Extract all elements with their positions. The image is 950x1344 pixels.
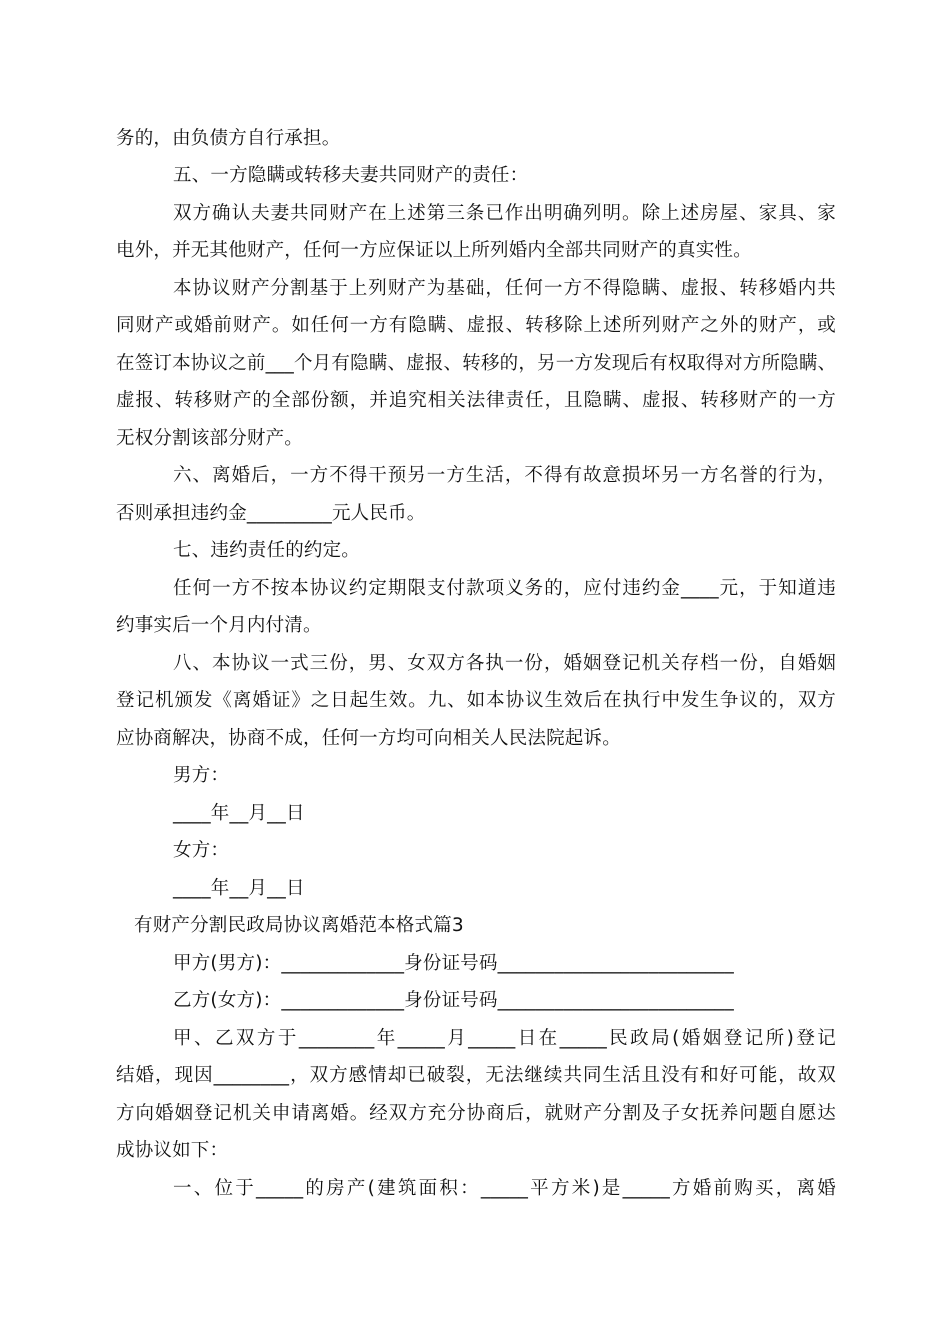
section-heading: 七、违约责任的约定。 — [173, 540, 361, 561]
text-line: 约事实后一个月内付清。 — [116, 615, 322, 636]
text-line: 结婚，现因________，双方感情却已破裂，无法继续共同生活且没有和好可能，故双 — [116, 1065, 836, 1086]
text-line: 任何一方不按本协议约定期限支付款项义务的，应付违约金____元，于知道违 — [173, 578, 836, 599]
text-line: 方向婚姻登记机关申请离婚。经双方充分协商后，就财产分割及子女抚养问题自愿达 — [116, 1103, 836, 1124]
text-line: 电外，并无其他财产，任何一方应保证以上所列婚内全部共同财产的真实性。 — [116, 240, 752, 261]
text-line: 务的，由负债方自行承担。 — [116, 128, 341, 149]
article-title: 有财产分割民政局协议离婚范本格式篇3 — [134, 915, 464, 936]
text-line: 本协议财产分割基于上列财产为基础，任何一方不得隐瞒、虚报、转移婚内共 — [173, 278, 836, 299]
text-line: 双方确认夫妻共同财产在上述第三条已作出明确列明。除上述房屋、家具、家 — [173, 203, 836, 224]
text-line: 同财产或婚前财产。如任何一方有隐瞒、虚报、转移除上述所列财产之外的财产，或 — [116, 315, 836, 336]
section-heading: 六、离婚后，一方不得干预另一方生活，不得有故意损坏另一方名誉的行为， — [173, 465, 836, 486]
text-line: 一、位于_____的房产(建筑面积：_____平方米)是_____方婚前购买，离婚 — [173, 1178, 836, 1199]
text-line: 否则承担违约金_________元人民币。 — [116, 503, 426, 524]
text-line: 甲、乙双方于________年_____月_____日在_____民政局(婚姻登记所)登记 — [173, 1028, 836, 1049]
section-heading: 八、本协议一式三份，男、女双方各执一份，婚姻登记机关存档一份，自婚姻 — [173, 653, 836, 674]
text-line: 应协商解决，协商不成，任何一方均可向相关人民法院起诉。 — [116, 728, 621, 749]
signature-label-male: 男方： — [173, 765, 230, 786]
text-line: 登记机颁发《离婚证》之日起生效。九、如本协议生效后在执行中发生争议的，双方 — [116, 690, 836, 711]
text-line: 在签订本协议之前___个月有隐瞒、虚报、转移的，另一方发现后有权取得对方所隐瞒、 — [116, 353, 837, 374]
party-a-line: 甲方(男方)：_____________身份证号码_________________________ — [173, 953, 734, 974]
section-heading: 五、一方隐瞒或转移夫妻共同财产的责任： — [173, 165, 529, 186]
signature-date-female: ____年__月__日 — [173, 878, 305, 899]
text-line: 虚报、转移财产的全部份额，并追究相关法律责任，且隐瞒、虚报、转移财产的一方 — [116, 390, 836, 411]
party-b-line: 乙方(女方)：_____________身份证号码_________________________ — [173, 990, 734, 1011]
text-line: 成协议如下： — [116, 1140, 229, 1161]
text-line: 无权分割该部分财产。 — [116, 428, 304, 449]
signature-date-male: ____年__月__日 — [173, 803, 305, 824]
signature-label-female: 女方： — [173, 840, 230, 861]
